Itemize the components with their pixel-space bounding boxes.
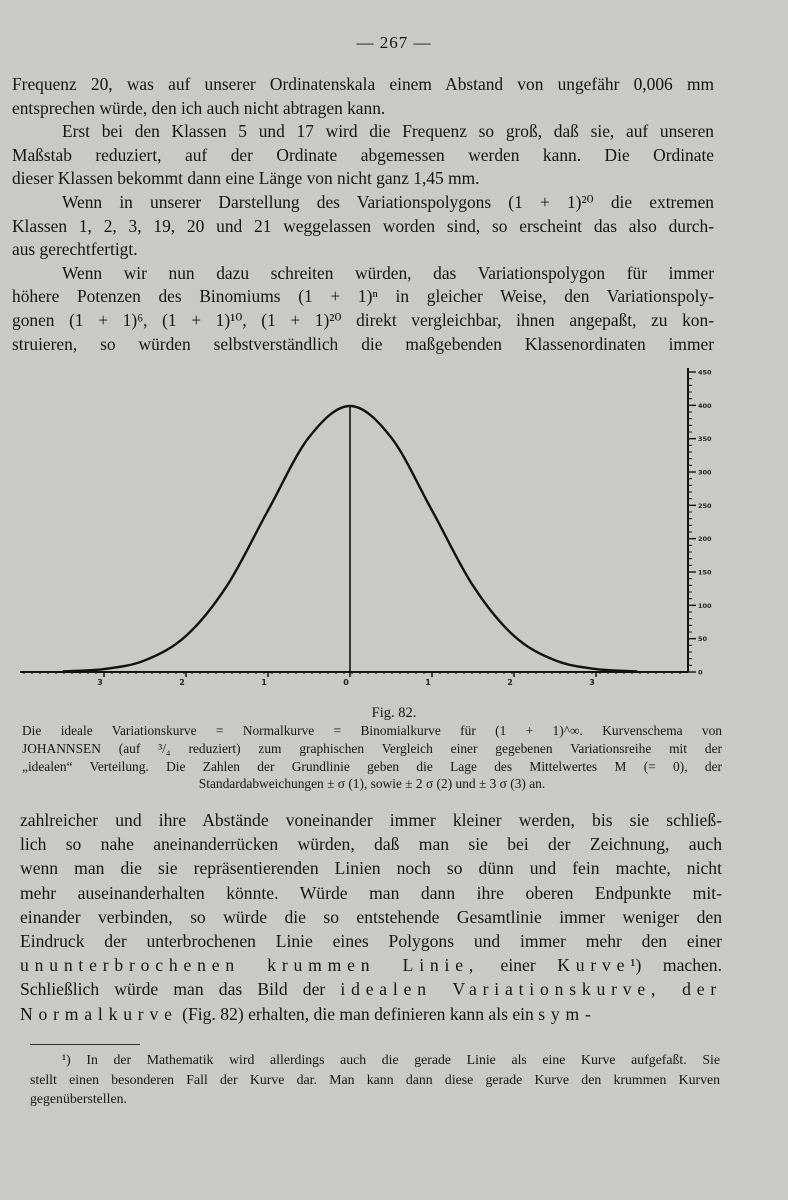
text-line [20, 977, 722, 1001]
x-tick-label: 0 [343, 678, 349, 687]
text-line: aus gerechtfertigt. [12, 239, 138, 260]
curve-data-point [472, 585, 474, 587]
x-tick-label: 1 [261, 678, 267, 687]
emphasis-text: Normalkurve [20, 1003, 178, 1024]
y-tick-label: 400 [698, 401, 712, 410]
text-line: mehr auseinanderhalten könnte. Würde man dann ihre oberen Endpunkte mit- [20, 882, 722, 903]
y-tick-label: 200 [698, 535, 712, 544]
y-tick-label: 50 [698, 635, 708, 644]
page-number: — 267 — [356, 33, 432, 52]
curve-data-point [62, 671, 64, 673]
text-line: Maßstab reduziert, auf der Ordinate abgemessen werden kann. Die Ordinate [12, 144, 714, 165]
normal-curve-figure [20, 362, 720, 702]
footnote-line: ¹) In der Mathematik wird allerdings auch die gerade Linie als eine Kurve aufgefaßt. Sie [62, 1052, 720, 1067]
bottom-paragraph [20, 808, 722, 1026]
text-line: Wenn wir nun dazu schreiten würden, das Variationspolygon für immer [62, 262, 714, 283]
text-line [20, 953, 722, 977]
curve-data-point [185, 635, 187, 637]
text-line: Erst bei den Klassen 5 und 17 wird die Frequenz so groß, daß sie, auf unseren [62, 121, 714, 142]
footnote-line: stellt einen besonderen Fall der Kurve dar. Man kann dann diese gerade Kurve den krummen Kurven [30, 1071, 720, 1087]
text-line: höhere Potenzen des Binomiums (1 + 1)ⁿ in gleicher Weise, den Variationspoly- [12, 286, 714, 307]
x-tick-label: 2 [179, 678, 185, 687]
y-tick-label: 0 [698, 668, 703, 677]
text-line: Wenn in unserer Darstellung des Variationspolygons (1 + 1)²⁰ die extremen [62, 191, 714, 212]
x-tick-label: 3 [589, 678, 595, 687]
text-line: Klassen 1, 2, 3, 19, 20 und 21 weggelassen worden sind, so erscheint das also durch- [12, 215, 714, 236]
text-line: struieren, so würden selbstverständlich die maßgebenden Klassenordinaten immer [12, 333, 714, 354]
figure-caption [22, 722, 722, 793]
emphasis-text: idealen Variationskurve, der [340, 979, 722, 1000]
y-tick-label: 450 [698, 368, 712, 377]
text-line: dieser Klassen bekommt dann eine Länge von nicht ganz 1,45 mm. [12, 168, 480, 189]
text-line: entsprechen würde, den ich auch nicht abtragen kann. [12, 97, 386, 118]
text-fragment: (Fig. 82) erhalten, die man definieren kann als ein [177, 1003, 539, 1024]
text-line: lich so nahe aneinanderrücken würden, daß man sie bei der Zeichnung, auch [20, 834, 722, 855]
y-tick-label: 300 [698, 468, 712, 477]
x-tick-label: 2 [507, 678, 513, 687]
caption-line: JOHANNSEN (auf ³/₄ reduziert) zum graphischen Vergleich einer gegebenen Variationsreihe mit der [22, 740, 722, 756]
curve-data-point [636, 671, 638, 673]
footnote-rule [30, 1044, 140, 1045]
y-tick-label: 100 [698, 601, 712, 610]
caption-line: Die ideale Variationskurve = Normalkurve = Binomialkurve für (1 + 1)^∞. Kurvenschema von [22, 723, 722, 738]
emphasis-text: Kurve [557, 955, 631, 976]
caption-line: Standardabweichungen ± σ (1), sowie ± 2 σ (2) und ± 3 σ (3) an. [198, 776, 546, 792]
caption-line: „idealen“ Verteilung. Die Zahlen der Grundlinie geben die Lage des Mittelwertes M (= 0), der [22, 758, 722, 774]
text-line: Frequenz 20, was auf unserer Ordinatenskala einem Abstand von ungefähr 0,006 mm [12, 74, 714, 94]
y-tick-label: 250 [698, 501, 712, 510]
curve-data-point [513, 635, 515, 637]
text-line: einander verbinden, so würde die so entstehende Gesamtlinie immer weniger den [20, 906, 722, 927]
emphasis-text: ununterbrochenen krummen Linie, [20, 955, 480, 976]
curve-data-point [226, 585, 228, 587]
curve-data-point [431, 510, 433, 512]
curve-data-point [103, 668, 105, 670]
text-line: wenn man die sie repräsentierenden Linien noch so dünn und fein machte, nicht [20, 858, 722, 879]
text-fragment: einer [479, 955, 558, 976]
curve-data-point [308, 437, 310, 439]
text-line [20, 1002, 722, 1026]
top-paragraphs [12, 73, 714, 356]
curve-data-point [554, 660, 556, 662]
footnote [30, 1050, 720, 1109]
text-fragment: ¹) machen. [630, 955, 722, 976]
text-line: zahlreicher und ihre Abstände voneinander immer kleiner werden, bis sie schließ- [20, 810, 722, 830]
footnote-line: gegenüberstellen. [30, 1091, 127, 1106]
x-tick-label: 3 [97, 678, 103, 687]
curve-data-point [349, 405, 351, 407]
curve-data-point [595, 668, 597, 670]
x-tick-label: 1 [425, 678, 431, 687]
emphasis-text: sym- [538, 1003, 597, 1024]
y-tick-label: 350 [698, 435, 712, 444]
text-line: gonen (1 + 1)⁶, (1 + 1)¹⁰, (1 + 1)²⁰ direkt vergleichbar, ihnen angepaßt, zu kon- [12, 309, 714, 330]
curve-data-point [390, 437, 392, 439]
curve-data-point [144, 660, 146, 662]
y-tick-label: 150 [698, 568, 712, 577]
curve-data-point [267, 510, 269, 512]
text-fragment: Schließlich würde man das Bild der [20, 979, 341, 1000]
text-line: Eindruck der unterbrochenen Linie eines Polygons und immer mehr den einer [20, 930, 722, 951]
figure-label: Fig. 82. [371, 705, 417, 721]
normal-curve-chart [20, 362, 720, 702]
